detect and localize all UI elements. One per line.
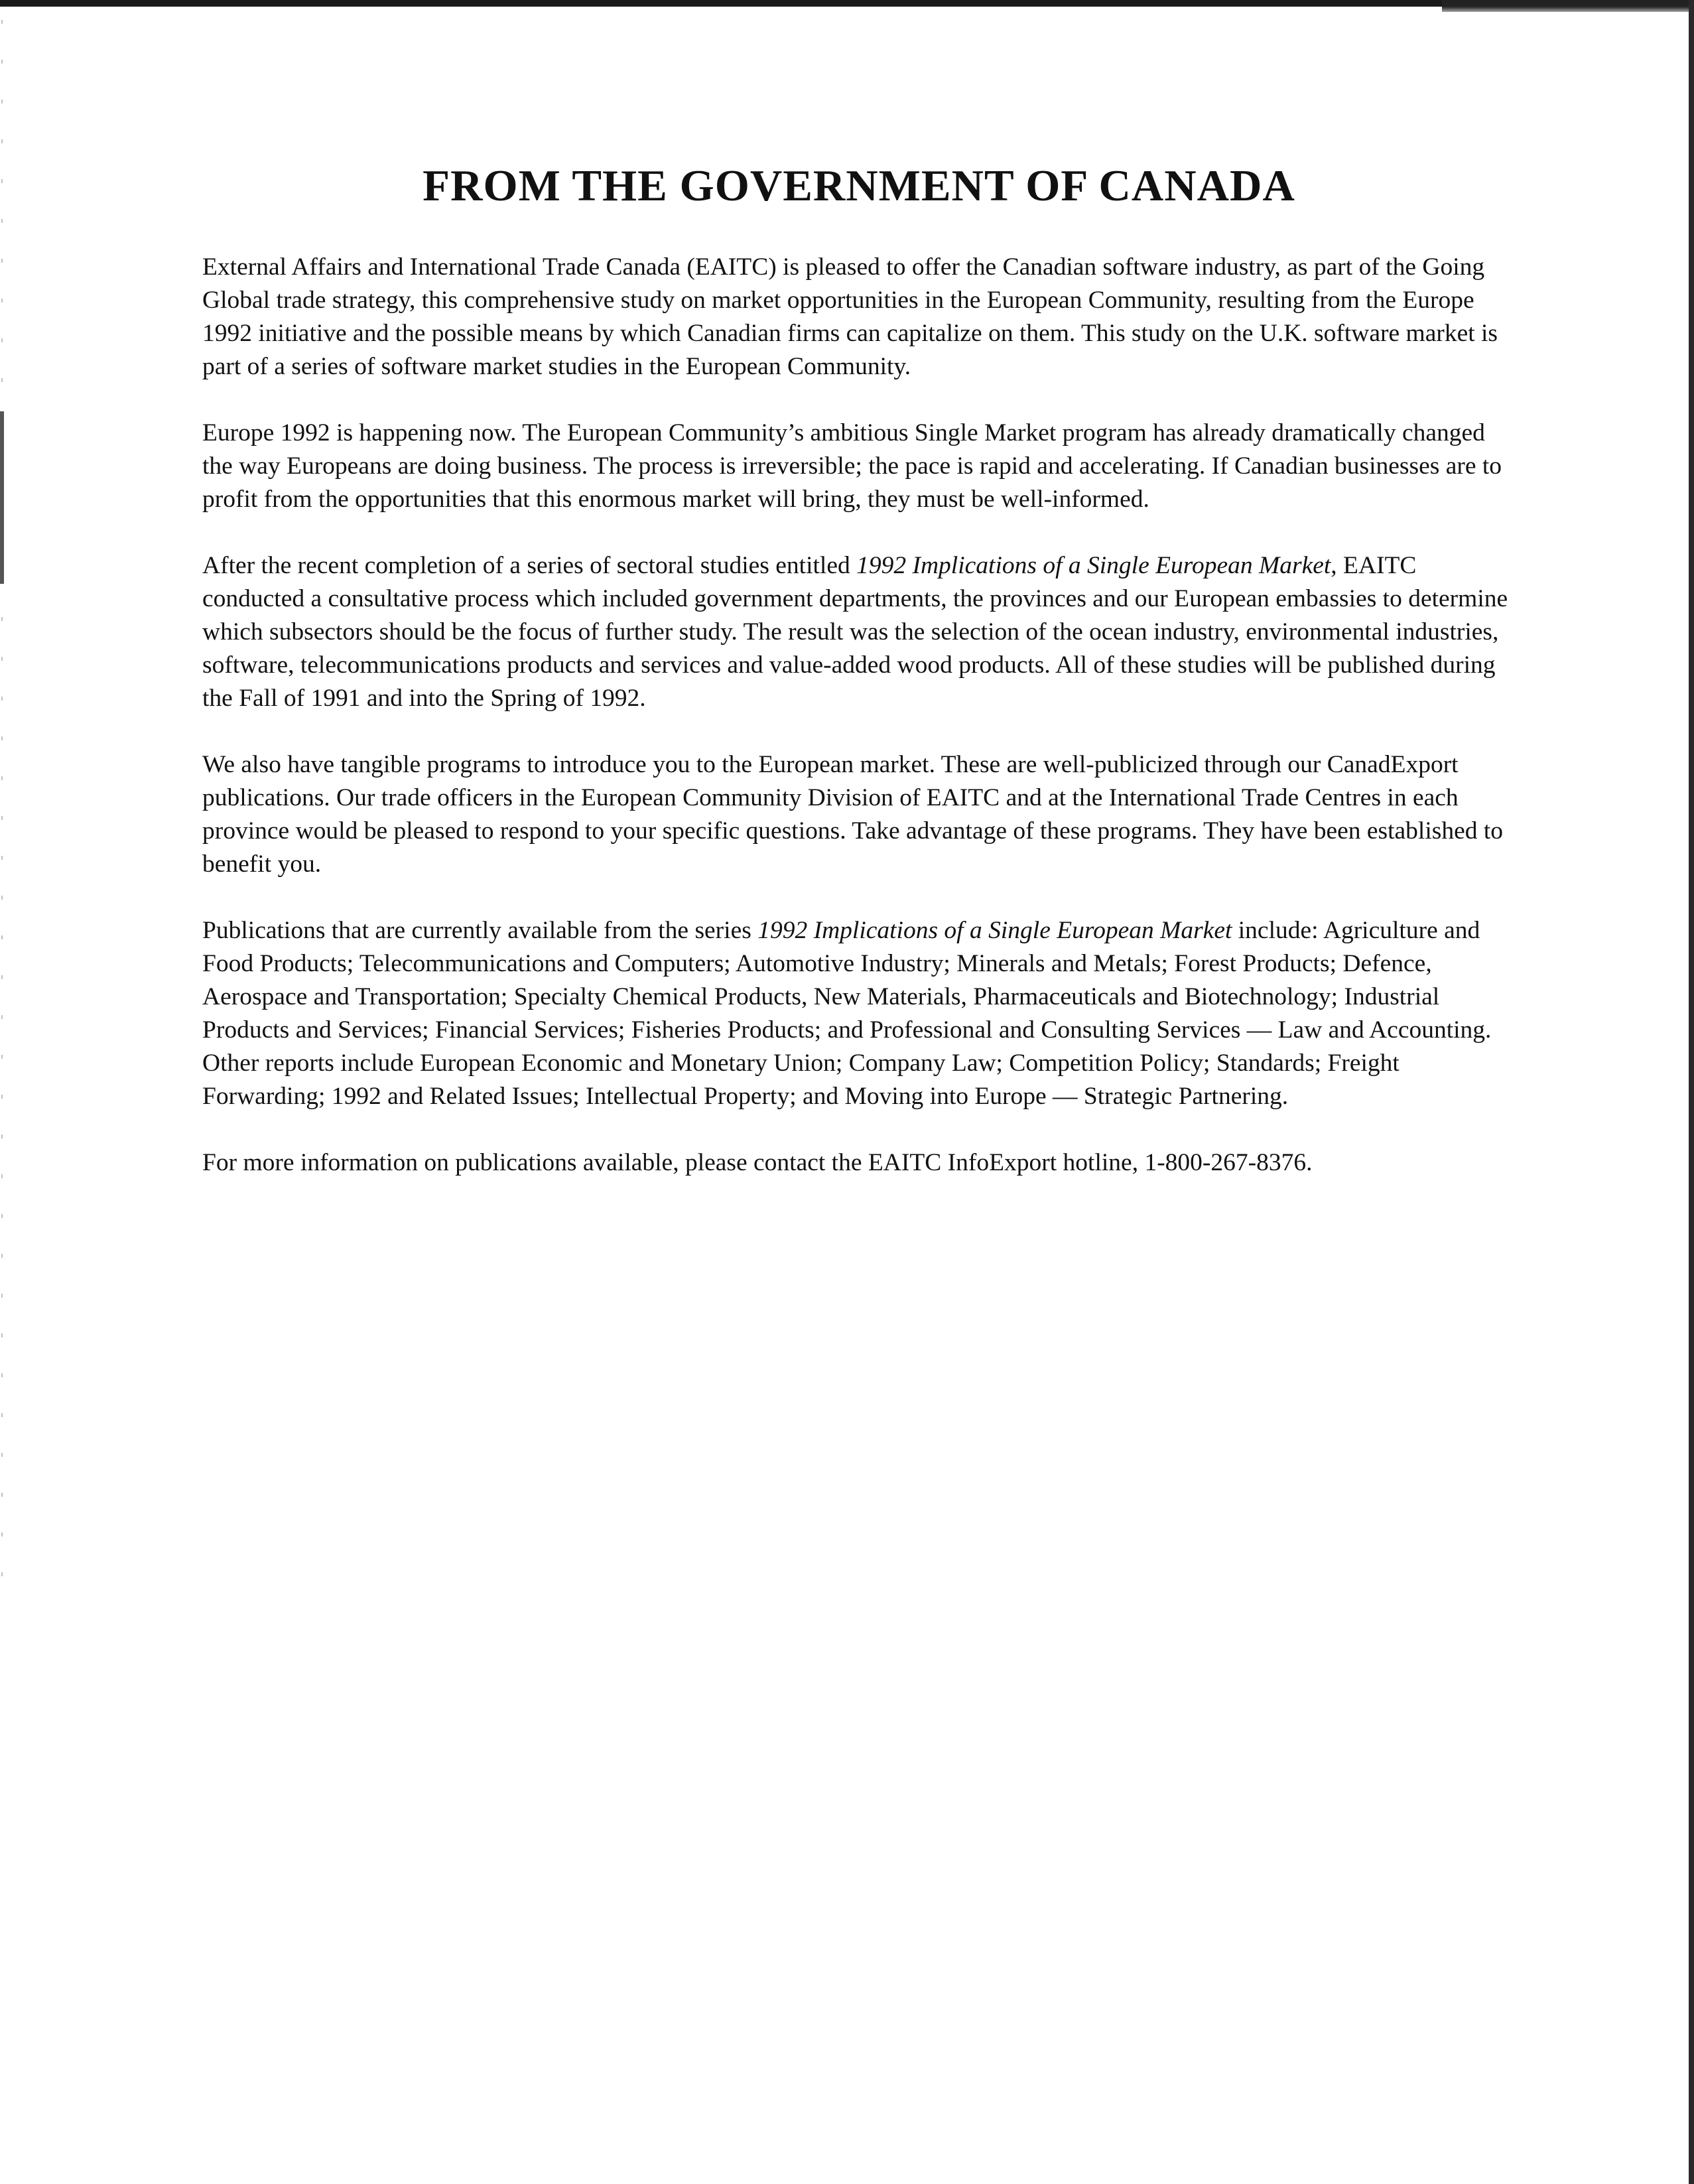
paragraph-contact: For more information on publications available, please contact the EAITC InfoExport hotline, 1-800-267-8376.	[202, 1149, 1313, 1177]
paragraph-europe-1992: Europe 1992 is happening now. The European Community’s ambitious Single Market program has already dramatically changed the way Europeans are doing business. The process is irreversible; the pace is rapid and accelerating. If Canadian businesses are to profit from the opportunities that this enormous market will bring, they must be well-informed.	[202, 419, 1502, 513]
paragraph-sectoral-studies-rest: , EAITC conducted a consultative process which included government departments, the provinces and our European embassies to determine which subsectors should be the focus of further study. The result was the selection of the ocean industry, environmental industries, software, telecommunications products and services and value-added wood products. All of these studies will be published during the Fall of 1991 and into the Spring of 1992.	[202, 552, 1508, 713]
scan-left-speckles	[1, 20, 3, 1612]
paragraph-sectoral-studies-lead: After the recent completion of a series of sectoral studies entitled	[202, 552, 857, 580]
paragraph-publications-rest: include: Agriculture and Food Products; Telecommunications and Computers; Automotive Industry; Minerals and Metals; Forest Products; Defence, Aerospace and Transportation; Specialty Chemical Products, New Materials, Pharmaceuticals and Biotechnology; Industrial Products and Services; Financial Services; Fisheries Products; and Professional and Consulting Services — Law and Accounting. Other reports include European Economic and Monetary Union; Company Law; Competition Policy; Standards; Freight Forwarding; 1992 and Related Issues; Intellectual Property; and Moving into Europe — Strategic Partnering.	[202, 917, 1492, 1111]
scan-right-edge	[1689, 0, 1694, 2184]
document-body	[202, 159, 1516, 1213]
paragraph-intro: External Affairs and International Trade Canada (EAITC) is pleased to offer the Canadian software industry, as part of the Going Global trade strategy, this comprehensive study on market opportunities in the European Community, resulting from the Europe 1992 initiative and the possible means by which Canadian firms can capitalize on them. This study on the U.K. software market is part of a series of software market studies in the European Community.	[202, 253, 1498, 381]
page-title: FROM THE GOVERNMENT OF CANADA	[423, 161, 1295, 210]
scan-top-edge-artifact	[1442, 0, 1694, 12]
paragraph-programs: We also have tangible programs to introduce you to the European market. These are well-publicized through our CanadExport publications. Our trade officers in the European Community Division of EAITC and at the International Trade Centres in each province would be pleased to respond to your specific questions. Take advantage of these programs. They have been established to benefit you.	[202, 751, 1504, 878]
series-title: 1992 Implications of a Single European Market	[856, 552, 1331, 580]
paragraph-publications	[202, 914, 1516, 1113]
scan-top-edge	[0, 0, 1694, 7]
scan-left-binding-mark	[0, 411, 4, 584]
paragraph-publications-lead: Publications that are currently available from the series	[202, 917, 758, 945]
paragraph-sectoral-studies	[202, 549, 1516, 715]
series-title: 1992 Implications of a Single European Market	[757, 917, 1232, 945]
